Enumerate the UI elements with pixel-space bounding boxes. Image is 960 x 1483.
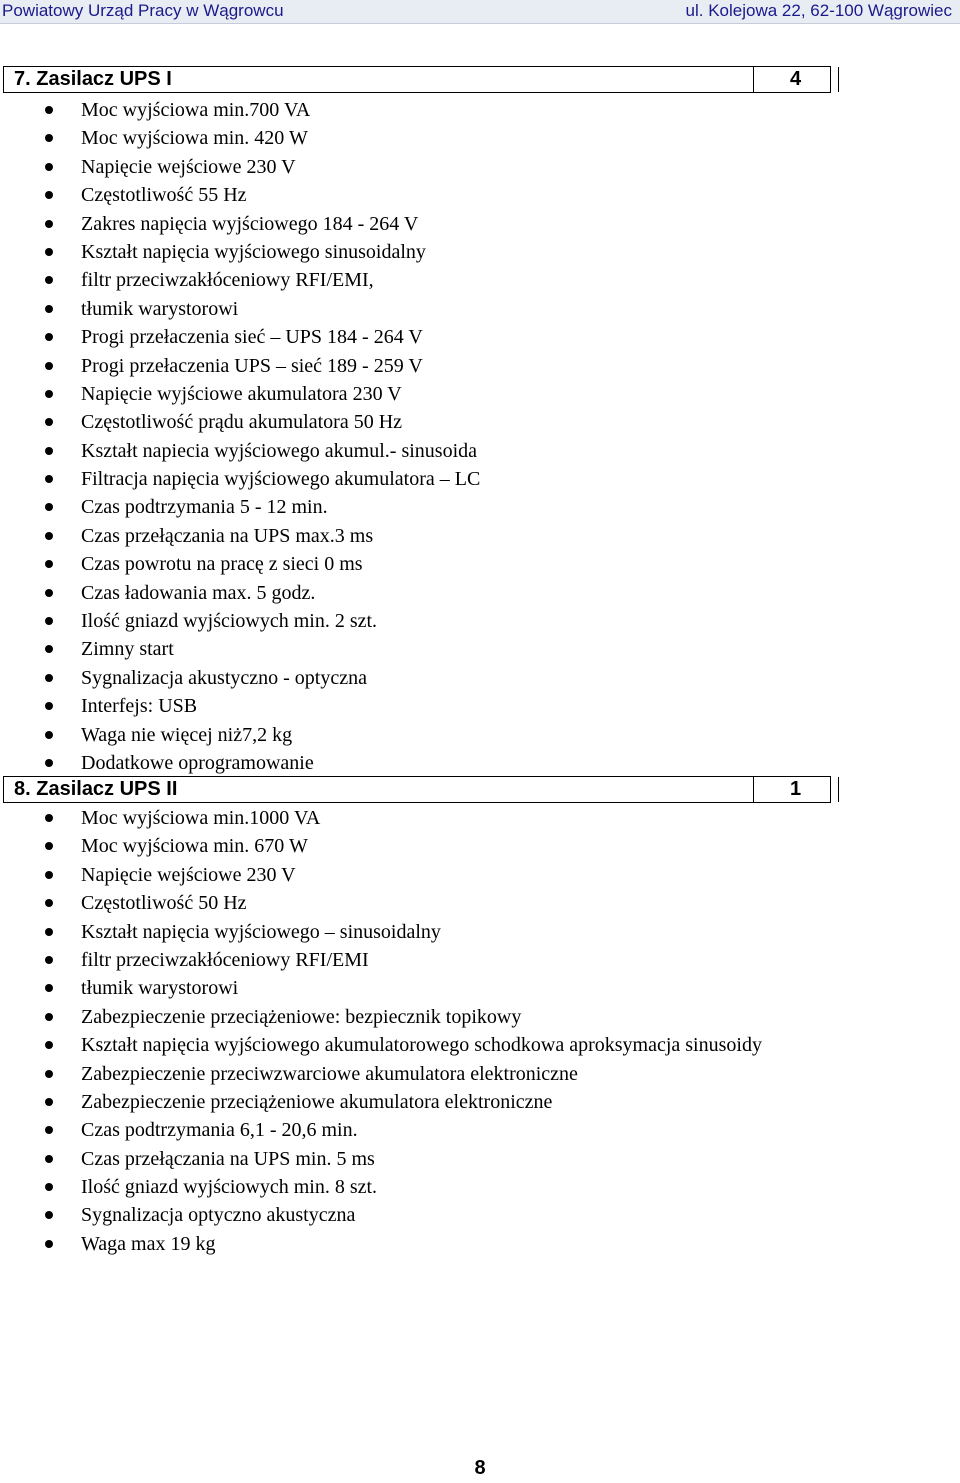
page-header	[0, 0, 960, 24]
bullet-icon	[45, 191, 53, 199]
bullet-icon	[45, 333, 53, 341]
bullet-icon	[45, 759, 53, 767]
bullet-icon	[45, 617, 53, 625]
list-item-text: Moc wyjściowa min. 420 W	[81, 127, 308, 150]
header-address: ul. Kolejowa 22, 62-100 Wągrowiec	[685, 1, 952, 20]
bullet-icon	[45, 305, 53, 313]
list-item-text: Kształt napięcia wyjściowego akumulatorowego schodkowa aproksymacja sinusoidy	[81, 1034, 762, 1057]
list-item-text: tłumik warystorowi	[81, 297, 239, 320]
list-item-text: Sygnalizacja akustyczno - optyczna	[81, 666, 367, 689]
list-item-text: Częstotliwość 55 Hz	[81, 184, 247, 207]
list-item-text: Czas ładowania max. 5 godz.	[81, 581, 316, 604]
list-item-text: Moc wyjściowa min.700 VA	[81, 99, 311, 121]
section-title: 7. Zasilacz UPS I	[14, 68, 172, 90]
list-item-text: Czas przełączania na UPS min. 5 ms	[81, 1147, 375, 1170]
list-item-text: Zabezpieczenie przeciwzwarciowe akumulatora elektroniczne	[81, 1062, 578, 1085]
list-item-text: Progi przełaczenia sieć – UPS 184 - 264 V	[81, 326, 423, 349]
bullet-icon	[45, 418, 53, 426]
bullet-icon	[45, 674, 53, 682]
bullet-icon	[45, 106, 53, 114]
list-item-text: Ilość gniazd wyjściowych min. 8 szt.	[81, 1176, 378, 1199]
bullet-icon	[45, 645, 53, 653]
bullet-icon	[45, 248, 53, 256]
list-item-text: Waga max 19 kg	[81, 1232, 216, 1255]
bullet-icon	[45, 928, 53, 936]
bullet-icon	[45, 1070, 53, 1078]
section-title-row	[3, 776, 831, 803]
section-quantity: 1	[790, 778, 802, 800]
bullet-icon	[45, 134, 53, 142]
bullet-icon	[45, 475, 53, 483]
list-item-text: Ilość gniazd wyjściowych min. 2 szt.	[81, 610, 378, 633]
list-item-text: Kształt napiecia wyjściowego akumul.- sinusoida	[81, 439, 478, 462]
section-quantity: 4	[790, 68, 802, 90]
list-item-text: Sygnalizacja optyczno akustyczna	[81, 1204, 356, 1227]
list-item-text: Częstotliwość 50 Hz	[81, 892, 247, 915]
bullet-icon	[45, 842, 53, 850]
list-item-text: Progi przełaczenia UPS – sieć 189 - 259 V	[81, 354, 423, 377]
list-item-text: filtr przeciwzakłóceniowy RFI/EMI	[81, 948, 369, 971]
bullet-icon	[45, 1155, 53, 1163]
list-item-text: Częstotliwość prądu akumulatora 50 Hz	[81, 411, 403, 434]
page-number: 8	[474, 1457, 486, 1479]
list-item-text: Waga nie więcej niż7,2 kg	[81, 723, 293, 746]
list-item-text: Zabezpieczenie przeciążeniowe akumulatora elektroniczne	[81, 1090, 553, 1113]
bullet-icon	[45, 589, 53, 597]
bullet-icon	[45, 390, 53, 398]
bullet-icon	[45, 1126, 53, 1134]
bullet-icon	[45, 1240, 53, 1248]
list-item-text: Napięcie wejściowe 230 V	[81, 155, 296, 178]
bullet-icon	[45, 1211, 53, 1219]
bullet-icon	[45, 984, 53, 992]
bullet-icon	[45, 731, 53, 739]
section-title-cell	[4, 777, 754, 802]
list-item-text: Filtracja napięcia wyjściowego akumulatora – LC	[81, 468, 481, 491]
bullet-icon	[45, 956, 53, 964]
bullet-icon	[45, 814, 53, 822]
bullet-icon	[45, 447, 53, 455]
bullet-icon	[45, 871, 53, 879]
list-item-text: Zimny start	[81, 638, 174, 661]
bullet-icon	[45, 1041, 53, 1049]
section-title-row	[3, 66, 831, 93]
list-item-text: Dodatkowe oprogramowanie	[81, 751, 314, 774]
section-title-cell	[4, 67, 754, 92]
bullet-icon	[45, 163, 53, 171]
list-item-text: Czas powrotu na pracę z sieci 0 ms	[81, 553, 363, 576]
list-item-text: Napięcie wyjściowe akumulatora 230 V	[81, 382, 402, 405]
bullet-icon	[45, 1013, 53, 1021]
header-office-name: Powiatowy Urząd Pracy w Wągrowcu	[2, 1, 284, 20]
bullet-icon	[45, 702, 53, 710]
list-item-text: filtr przeciwzakłóceniowy RFI/EMI,	[81, 269, 374, 292]
list-item-text: Zakres napięcia wyjściowego 184 - 264 V	[81, 212, 419, 235]
list-item-text: Kształt napięcia wyjściowego sinusoidalny	[81, 240, 426, 263]
list-item-text: Czas podtrzymania 5 - 12 min.	[81, 496, 328, 519]
list-item-text: Interfejs: USB	[81, 695, 198, 718]
bullet-icon	[45, 560, 53, 568]
list-item-text: Czas przełączania na UPS max.3 ms	[81, 524, 374, 547]
list-item-text: Zabezpieczenie przeciążeniowe: bezpiecznik topikowy	[81, 1005, 522, 1028]
section-title: 8. Zasilacz UPS II	[14, 778, 178, 800]
list-item-text: tłumik warystorowi	[81, 977, 239, 1000]
section-quantity-cell	[754, 777, 839, 802]
bullet-icon	[45, 899, 53, 907]
bullet-icon	[45, 1098, 53, 1106]
list-item-text: Moc wyjściowa min.1000 VA	[81, 807, 321, 829]
bullet-icon	[45, 276, 53, 284]
list-item-text: Napięcie wejściowe 230 V	[81, 863, 296, 886]
list-item-text: Moc wyjściowa min. 670 W	[81, 835, 308, 858]
bullet-icon	[45, 532, 53, 540]
section-quantity-cell	[754, 67, 839, 92]
bullet-icon	[45, 220, 53, 228]
bullet-icon	[45, 362, 53, 370]
list-item-text: Czas podtrzymania 6,1 - 20,6 min.	[81, 1119, 358, 1142]
bullet-icon	[45, 503, 53, 511]
bullet-icon	[45, 1183, 53, 1191]
list-item-text: Kształt napięcia wyjściowego – sinusoidalny	[81, 920, 441, 943]
